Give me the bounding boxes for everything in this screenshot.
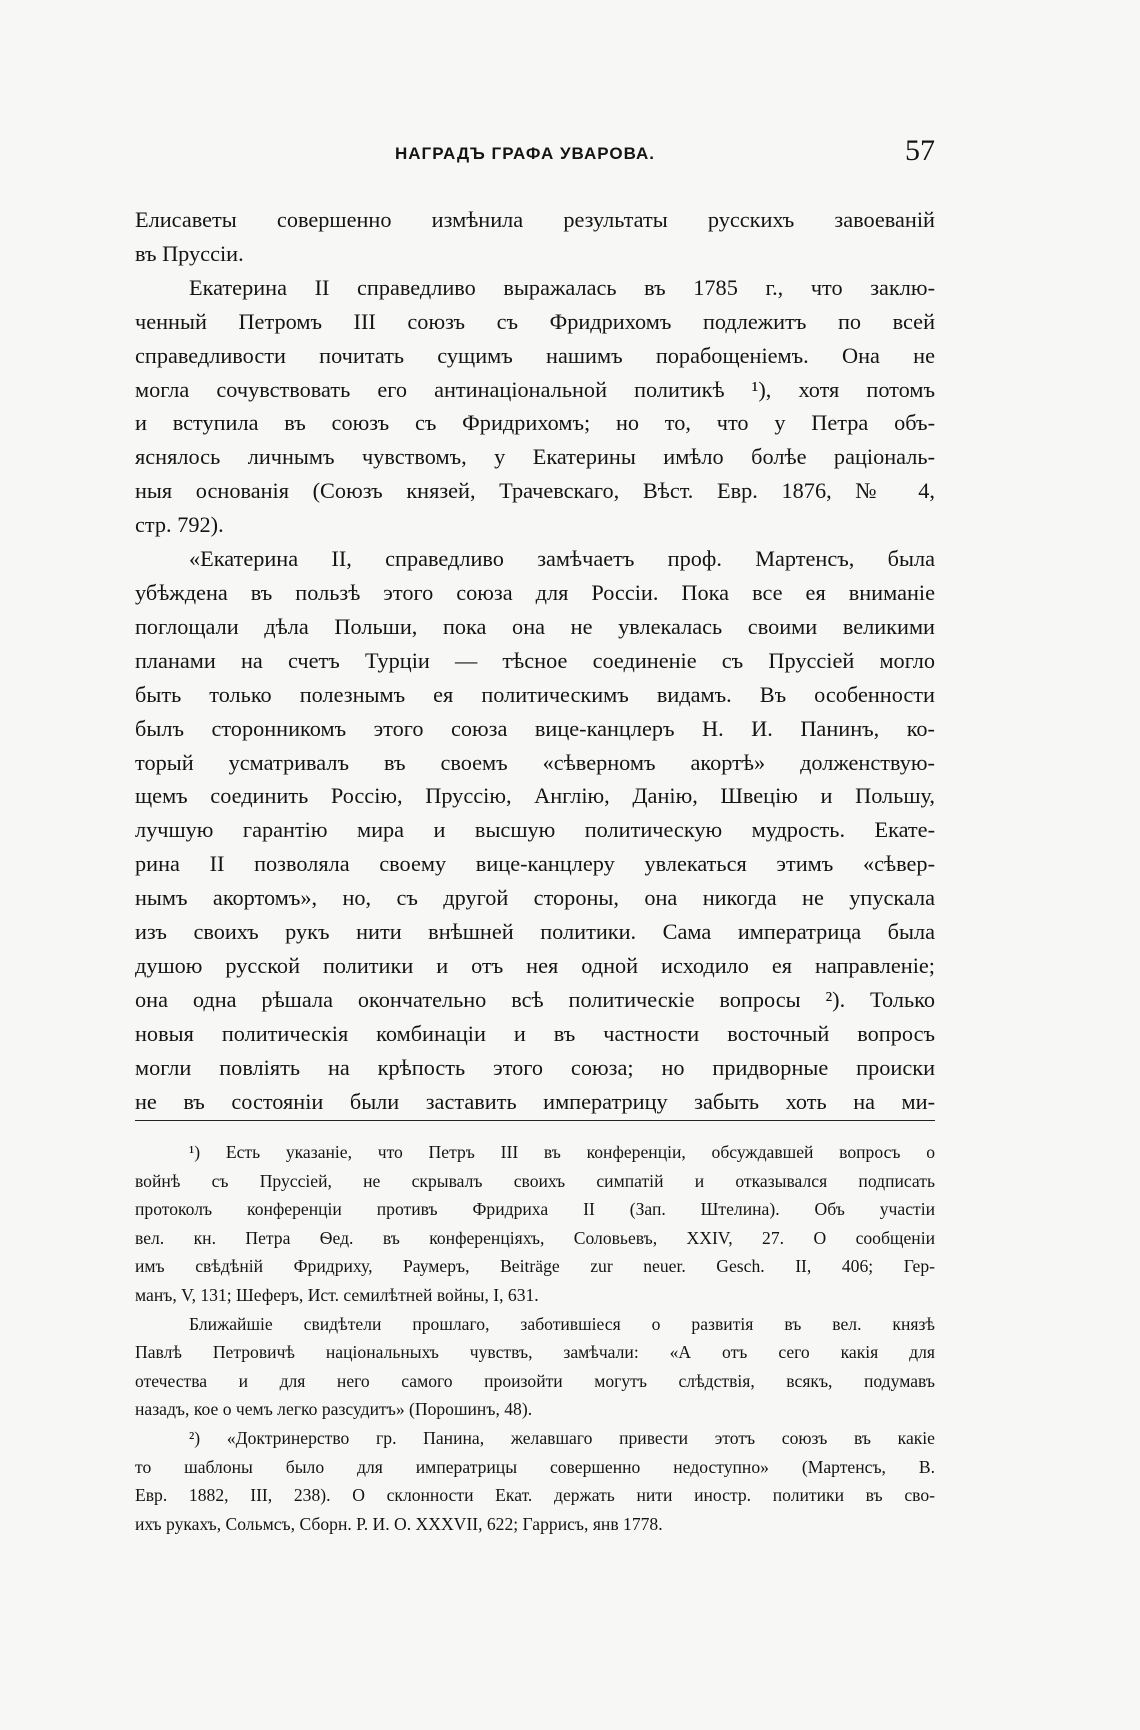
text-line: новыя политическія комбинаціи и въ частности восточный вопросъ xyxy=(135,1020,935,1046)
text-line: рина II позволяла своему вице-канцлеру увлекаться этимъ «сѣвер- xyxy=(135,851,935,877)
text-line: быть только полезнымъ ея политическимъ видамъ. Въ особенности xyxy=(135,681,935,707)
text-line: не въ состояніи были заставить императрицу забыть хоть на ми- xyxy=(135,1088,935,1114)
text-line: она одна рѣшала окончательно всѣ политическіе вопросы ²). Только xyxy=(135,986,935,1012)
main-text xyxy=(135,203,935,1118)
footnote-line: отечества и для него самого произойти могутъ слѣдствія, всякъ, подумавъ xyxy=(135,1370,935,1391)
text-line: въ Пруссіи. xyxy=(135,240,244,266)
footnote-divider xyxy=(135,1120,935,1121)
footnote-line: манъ, V, 131; Шеферъ, Ист. семилѣтней войны, I, 631. xyxy=(135,1284,539,1305)
footnote-line: протоколъ конференціи противъ Фридриха II (Зап. Штелина). Объ участіи xyxy=(135,1199,935,1220)
text-line: ныя основанія (Союзъ князей, Трачевскаго, Вѣст. Евр. 1876, № 4, xyxy=(135,478,935,504)
text-line: былъ сторонникомъ этого союза вице-канцлеръ Н. И. Панинъ, ко- xyxy=(135,715,935,741)
text-line: Елисаветы совершенно измѣнила результаты русскихъ завоеваній xyxy=(135,207,935,232)
text-line: могла сочувствовать его антинаціональной политикѣ ¹), хотя потомъ xyxy=(135,376,935,402)
footnote-line: Павлѣ Петровичѣ національныхъ чувствъ, замѣчали: «А отъ сего какія для xyxy=(135,1342,935,1363)
footnote-line: ихъ рукахъ, Сольмсъ, Сборн. Р. И. О. XXXVII, 622; Гаррисъ, янв 1778. xyxy=(135,1513,663,1534)
footnote-line: имъ свѣдѣній Фридриху, Раумеръ, Beiträge zur neuer. Gesch. II, 406; Гер- xyxy=(135,1256,935,1277)
text-line: ченный Петромъ III союзъ съ Фридрихомъ подлежитъ по всей xyxy=(135,308,935,334)
text-line: и вступила въ союзъ съ Фридрихомъ; но то, что у Петра объ- xyxy=(135,410,935,436)
text-line: Екатерина II справедливо выражалась въ 1785 г., что заклю- xyxy=(189,274,935,300)
text-line: изъ своихъ рукъ нити внѣшней политики. Сама императрица была xyxy=(135,919,935,945)
text-line: справедливости почитать сущимъ нашимъ порабощеніемъ. Она не xyxy=(135,342,935,368)
text-line: щемъ соединить Россію, Пруссію, Англію, Данію, Швецію и Польшу, xyxy=(135,783,935,809)
footnote-line: Ближайшіе свидѣтели прошлаго, заботившіеся о развитія въ вел. князѣ xyxy=(189,1313,935,1334)
text-line: яснялось личнымъ чувствомъ, у Екатерины имѣло болѣе раціональ- xyxy=(135,444,935,470)
footnote-line: Евр. 1882, III, 238). О склонности Екат. держать нити иностр. политики въ сво- xyxy=(135,1485,935,1506)
text-line: лучшую гарантію мира и высшую политическую мудрость. Екате- xyxy=(135,817,935,843)
text-line: торый усматривалъ въ своемъ «сѣверномъ акортѣ» долженствую- xyxy=(135,749,935,775)
footnote-line: вел. кн. Петра Ѳед. въ конференціяхъ, Соловьевъ, XXIV, 27. О сообщеніи xyxy=(135,1227,935,1248)
text-line: поглощали дѣла Польши, пока она не увлекалась своими великими xyxy=(135,613,935,639)
text-line: планами на счетъ Турціи — тѣсное соединеніе съ Пруссіей могло xyxy=(135,647,935,673)
text-line: стр. 792). xyxy=(135,512,224,538)
footnote-line: назадъ, кое о чемъ легко разсудитъ» (Порошинъ, 48). xyxy=(135,1399,533,1420)
text-line: нымъ акортомъ», но, съ другой стороны, она никогда не упускала xyxy=(135,885,935,911)
text-line: «Екатерина II, справедливо замѣчаетъ проф. Мартенсъ, была xyxy=(189,546,935,572)
text-line: могли повліять на крѣпость этого союза; но придворные происки xyxy=(135,1054,935,1080)
footnote-line: войнѣ съ Пруссіей, не скрывалъ своихъ симпатій и отказывался подписать xyxy=(135,1170,935,1191)
text-line: убѣждена въ пользѣ этого союза для Россіи. Пока все ея вниманіе xyxy=(135,579,935,605)
page-header xyxy=(135,134,935,180)
page-number: 57 xyxy=(905,134,935,167)
footnote-line: то шаблоны было для императрицы совершенно недоступно» (Мартенсъ, В. xyxy=(135,1456,935,1477)
running-title: НАГРАДЪ ГРАФА УВАРОВА. xyxy=(395,144,656,163)
text-line: душою русской политики и отъ нея одной исходило ея направленіе; xyxy=(135,952,935,978)
footnote-line: ²) «Доктринерство гр. Панина, желавшаго привести этотъ союзъ въ какіе xyxy=(189,1427,935,1448)
footnotes xyxy=(135,1138,935,1538)
footnote-line: ¹) Есть указаніе, что Петръ III въ конференціи, обсуждавшей вопросъ о xyxy=(189,1142,935,1162)
